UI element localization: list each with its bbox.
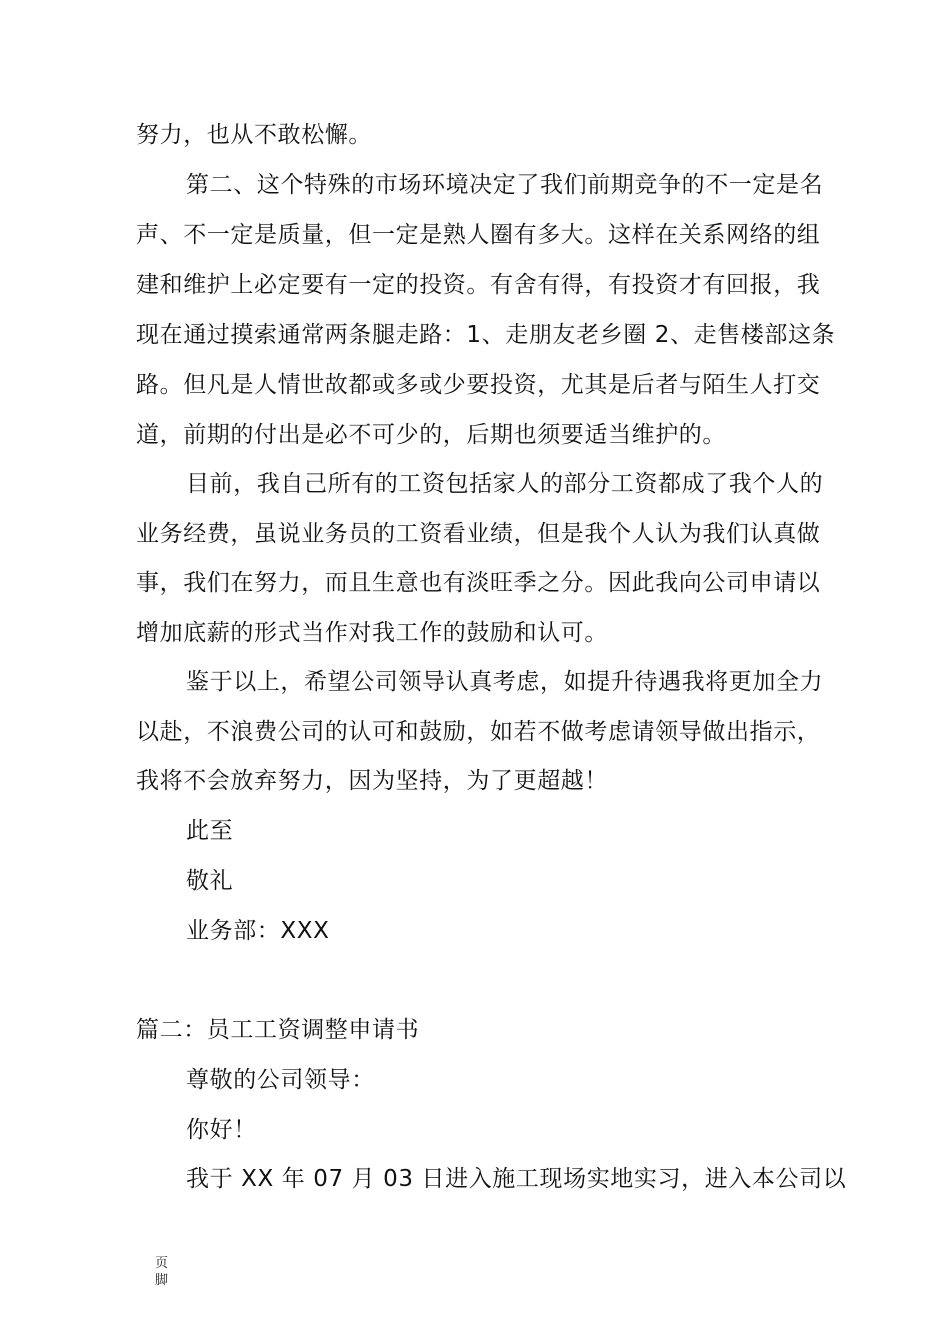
salutation-line: 尊敬的公司领导： xyxy=(186,1067,375,1093)
paragraph-line: 业务经费，虽说业务员的工资看业绩，但是我个人认为我们认真做 xyxy=(136,521,821,547)
signature-line: 业务部：XXX xyxy=(186,918,330,944)
paragraph-line: 目前，我自己所有的工资包括家人的部分工资都成了我个人的 xyxy=(186,471,824,497)
paragraph-line: 第二、这个特殊的市场环境决定了我们前期竞争的不一定是名 xyxy=(186,172,824,198)
paragraph-line: 增加底薪的形式当作对我工作的鼓励和认可。 xyxy=(136,620,608,646)
section-heading: 篇二：员工工资调整申请书 xyxy=(136,1017,420,1043)
paragraph-line: 声、不一定是质量，但一定是熟人圈有多大。这样在关系网络的组 xyxy=(136,222,821,248)
paragraph-line: 事，我们在努力，而且生意也有淡旺季之分。因此我向公司申请以 xyxy=(136,570,821,596)
closing-line: 敬礼 xyxy=(186,868,234,894)
page-footer: 页脚 xyxy=(155,1256,169,1288)
greeting-line: 你好！ xyxy=(186,1117,257,1143)
closing-line: 此至 xyxy=(186,818,234,844)
paragraph-line: 我将不会放弃努力，因为坚持，为了更超越！ xyxy=(136,768,608,794)
paragraph-line: 道，前期的付出是必不可少的，后期也须要适当维护的。 xyxy=(136,422,726,448)
paragraph-line: 鉴于以上，希望公司领导认真考虑，如提升待遇我将更加全力 xyxy=(186,669,824,695)
paragraph-line: 以赴，不浪费公司的认可和鼓励，如若不做考虑请领导做出指示， xyxy=(136,719,821,745)
paragraph-line: 努力，也从不敢松懈。 xyxy=(136,122,372,148)
paragraph-line: 我于 XX 年 07 月 03 日进入施工现场实地实习，进入本公司以 xyxy=(186,1166,847,1192)
paragraph-line: 现在通过摸索通常两条腿走路：1、走朋友老乡圈 2、走售楼部这条 xyxy=(136,322,836,348)
paragraph-line: 路。但凡是人情世故都或多或少要投资，尤其是后者与陌生人打交 xyxy=(136,372,821,398)
paragraph-line: 建和维护上必定要有一定的投资。有舍有得，有投资才有回报，我 xyxy=(136,272,821,298)
